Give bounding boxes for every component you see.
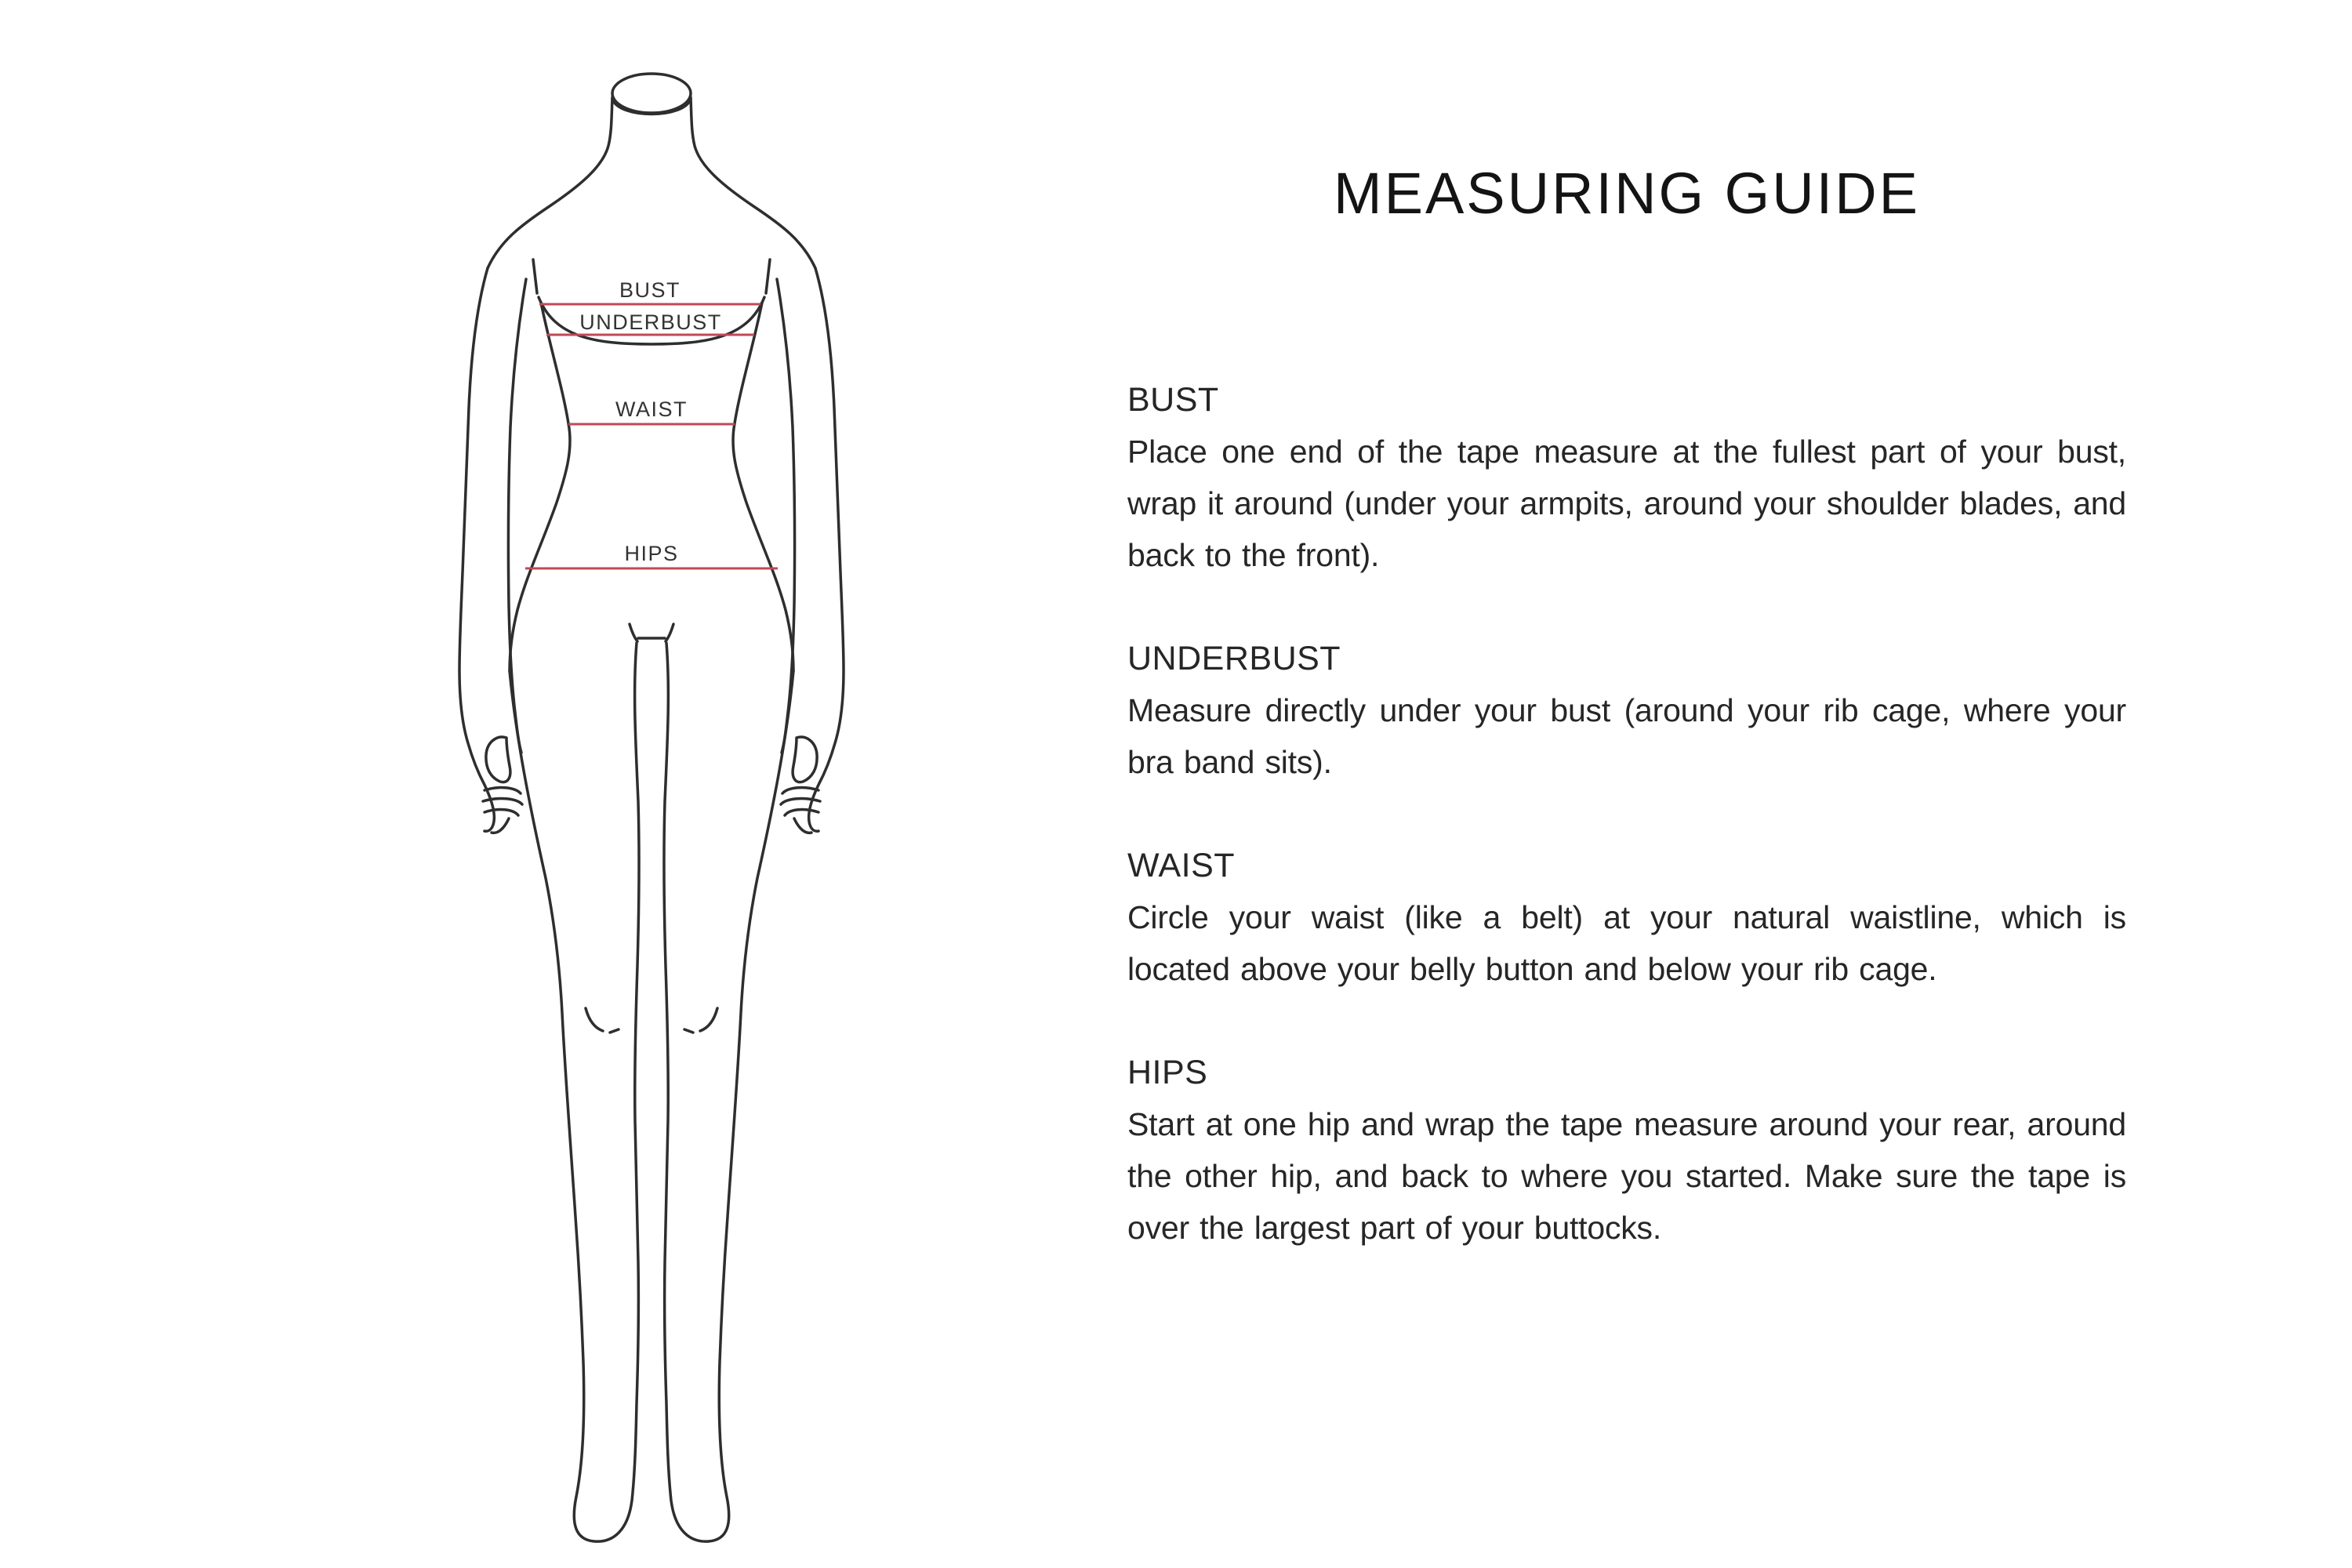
underbust-description: Measure directly under your bust (around your rib cage, where your bra band sits). <box>1127 692 2126 780</box>
leg-right <box>664 643 793 1541</box>
bust-label: BUST <box>619 278 681 302</box>
hips-heading: HIPS <box>1127 1054 1208 1091</box>
section-underbust <box>1127 633 2126 788</box>
instructions-column <box>1127 158 2126 1305</box>
neck-shoulder-left <box>488 97 612 268</box>
finger-right-1 <box>782 788 818 793</box>
bust-heading: BUST <box>1127 381 1219 419</box>
section-bust <box>1127 374 2126 581</box>
bust-description: Place one end of the tape measure at the fullest part of your bust, wrap it around (under your armpits, around your shoulder blades, and back to the front). <box>1127 434 2126 573</box>
thumb-left <box>486 737 510 782</box>
measurement-labels <box>579 278 722 565</box>
waist-label: WAIST <box>615 397 688 421</box>
strap-tick-left <box>533 260 537 293</box>
underbust-heading: UNDERBUST <box>1127 640 1341 677</box>
finger-right-2 <box>781 799 820 804</box>
neck-shoulder-right <box>691 97 815 268</box>
waist-description: Circle your waist (like a belt) at your natural waistline, which is located above your belly button and below your rib cage. <box>1127 899 2126 987</box>
finger-right-3 <box>785 810 818 815</box>
thumb-right <box>793 737 817 782</box>
finger-left-2 <box>483 799 522 804</box>
knee-mark-right <box>700 1008 717 1031</box>
body-measurement-diagram <box>423 31 894 1568</box>
neck-top <box>612 74 691 113</box>
torso-right <box>733 303 793 671</box>
crotch-curve-left <box>630 624 637 641</box>
hips-description: Start at one hip and wrap the tape measure around your rear, around the other hip, and back to where you started. Make sure the tape is over the largest part of your buttocks. <box>1127 1106 2126 1246</box>
section-waist <box>1127 840 2126 995</box>
crotch-curve-right <box>666 624 673 641</box>
finger-left-1 <box>485 788 521 793</box>
underbust-label: UNDERBUST <box>579 310 722 334</box>
leg-left <box>510 643 639 1541</box>
waist-heading: WAIST <box>1127 847 1236 884</box>
knee-dash-left <box>610 1029 619 1033</box>
finger-left-3 <box>485 810 518 815</box>
torso-left <box>510 303 570 671</box>
knee-dash-right <box>684 1029 693 1033</box>
page-title: MEASURING GUIDE <box>1333 161 1921 226</box>
section-hips <box>1127 1047 2126 1254</box>
knee-mark-left <box>586 1008 603 1031</box>
strap-tick-right <box>766 260 770 293</box>
hips-label: HIPS <box>624 542 679 565</box>
